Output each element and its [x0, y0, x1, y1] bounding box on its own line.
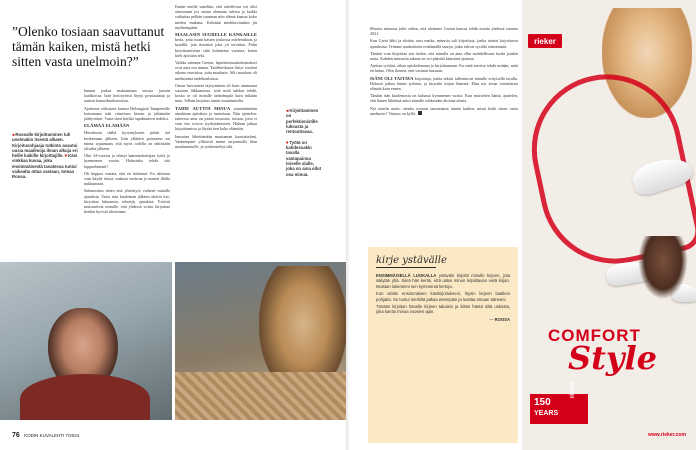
box-paragraph: Tänään kirjoitan hänelle kirjeen takaisin ja kiitän häntä siitä uskosta, joka kantoi minua vuosien ajan. [376, 304, 510, 315]
right-heading: ISÄNI OLI TAITAVA [370, 75, 414, 81]
end-mark-icon [418, 111, 422, 115]
right-paragraph: kirjoittaja, jonka tekstit tallentuivat minulle erityisellä tavalla. Halusin jatkaa hänen työtään, ja kirjoitin kirjan hänestä. Elän nyt aivan toisenlaista elämää kuin ennen. [370, 75, 518, 92]
side-caption: ◂ Kirjoittaminen on perfektionistille luksusta ja rentouttavaa. ▾ Työtä on kahdessakin tavalla vastapainoa toiselle alalle, joka on aina ollut osa minua. [286, 108, 322, 177]
rieker-logo: rieker [528, 34, 562, 48]
photo-cat-basket [175, 262, 347, 420]
col2-paragraph: Innostun lähettämään muutaman haastatteluni. Vanhempani yllättivät minut tarjoamalla tilan maalaamiselle, ja työskentelyä silti. [175, 133, 257, 150]
col2-paragraph: kerta, jotta istuin käsien joukossa mielentilaan, ja kynällä, jota ihmistin joka yö teroittaa. Pidin kirjoittamisesta siitä kuluneina vuosina, kuten kieli ajoittain teki. [175, 37, 257, 58]
col2-heading: MAALASIN SUURELLE KANKAILLE [175, 32, 257, 38]
col2-paragraph: Vaikka saimme Gretan, lapsettomuuskokemukset ovat aina osa minua. Taidekeskusta liittyi vuoteni aikana vuoristoa, joita maalasin. Silti maalaus oli mieluisinta taidekouluissa. [175, 60, 257, 81]
magazine-name: KODIN KUVALEHTI 7/2024 [24, 433, 80, 438]
col1-paragraph: Sattumoisin tiesin että yhteistyöt vaiheen minulle ajatuksia. Vasta isän kuoleman jälkeen aloitin itse, kirjoittaa lukuansia, tekstejä, ajatuksia. Ystävät muistuttivat minulle, että yhdessä voisin kirjoittaa heidän hyvistä ideoistaan. [84, 188, 170, 215]
right-paragraph: Ajoitan työtäni, aikaa opiskelemaan ja kirjoittamaan. En enää tarvitse tehdä mitään, mitä en halua. Olen iloinen, että vastasin kutsuun. [370, 63, 518, 74]
col2-paragraph: Oman luovuuteni täyttyminen oli kuin aimmanat suoraan liikkumassa, siitä mitä tahdon tehdä, koska se oli minulle tärkeämpää kuin mikään muu. Silloin kirjoitus tuntui muuttuneelta. [175, 82, 257, 104]
col2-paragraph: ymmärtämään ainahtaan ajatuksia ja tunteitaan. Niin ajattelen: taiteessa aina on jotain tavaroita, toistaa, joita ei vain itse toivoa tyydyttämiseen. Haluan jatkaa kirjoittamista ja löytää tien koko elämään. [175, 105, 257, 132]
col1-paragraph: hunnut joulua makaamaan vuosia jossain laatikoissa. Isän hoitotyössä löytyi povitaulasta ja autoon hanurikasikseroista. [84, 88, 170, 104]
ad-headline-comfort: COMFORT [548, 326, 641, 345]
rieker-advertisement [522, 0, 696, 450]
pull-quote: ”Olenko tosiaan saavuttanut tämän kaiken, mistä hetki sitten vasta unelmoin?” [12, 24, 165, 69]
left-page [0, 0, 346, 450]
column-1 [84, 88, 170, 216]
right-column [370, 26, 518, 118]
col1-paragraph: Ajoimme viiksiseni kanssa Helsingistä Tampereelle katsomaan isää viimeisen kerran ja jättämään jäähyväiset. Vasta siten kävikö tapahtuneen todeksi. [84, 105, 170, 122]
right-paragraph: Tänään isän kuolemasta on kulunut kymmenen vuotta. Kun muistelen häntä, ajattelen, että hänen lähtönsä antoi minulle rohkeuden aloittaa alusta. [370, 93, 518, 104]
column-2 [175, 4, 257, 151]
right-paragraph: Tänään voin kirjoittaa sen tiedon, että minulla on aina ollut mahdollisuus luoda jotakin uutta. Kahden minuutin aikana en voi päästää käsistäni ajatusta. [370, 50, 518, 62]
anniversary-badge: 150 YEARS rieker [530, 394, 588, 424]
photo-woman-portrait [0, 262, 172, 420]
ad-model-photo [634, 236, 692, 306]
col1-paragraph: Huvaksuin täältä kysymykseen päätti ärä koskemaan jälkeen. Isän yllätävä poismeno sai minut tajuamaan, että myös todella on rahtistään ylivalta jälkeen. [84, 130, 170, 152]
col1-paragraph: Oli heppoa vastata, että en halunnut. En tahtonut vain käydä töissä, maksaa vuokraa ja mennä illalla nukkumaan. [84, 170, 170, 187]
right-paragraph: Muutos minussa johti siihen, että aloimme Gretan kanssa tehdä asioita yhdessä vuonna 2021. [370, 26, 518, 37]
box-paragraph: Kun aloitin ensimmäisen käsikirjoitukseni, löysin kirjeen laatikon pohjalta. Se tuntui merkiltä jatkaa eteenpäin ja luottaa omaan ääneeni. [376, 291, 510, 302]
arrow-down-icon: ▾ [286, 139, 289, 145]
col1-heading: ELÄMÄÄ ELÄMÄÄN [84, 123, 130, 129]
box-heading: ENSIMMÄISELLÄ LUOKALLA [376, 273, 437, 278]
page-footer [12, 432, 79, 439]
ad-url: www.rieker.com [648, 432, 686, 438]
letter-box [368, 247, 518, 443]
col2-heading: TAIDE AUTTOI MINUA [175, 105, 231, 111]
box-underline [376, 267, 436, 268]
photo-caption-left: ◂ Roosalle kirjoittaminen tuli unelmakin itsestä alkaen. Kirjoitusohjaaja tutkinto avautui uusia maailmoja ilman alkuja eri heille kaikille kirjoittajille. ▾ Käsi vinkkaa kuvaa, joka ensimmäisestä tavatessa tuntui vaikealta ottaa vastaan, toteaa Roosa. [12, 132, 78, 180]
right-paragraph: Kun Greta lähti ja aloittui uusi matka, minusta tuli kirjoittaja, jonka tarinat kirjoittuvat ajatuksina. Teimme nauhoitteita esittämällä sanoja, jotka tulivat syvältä sisimmästä. [370, 38, 518, 49]
arrow-down-icon: ▾ [64, 153, 67, 159]
col2-paragraph: Ennen meille saneltiin, että taiteilevaa voi olisi ainoastaan jos sattuu olemaan tulessa ja kaikki vaikuttaa pelkän suunnan niin elämä kaatuu koko mielen mukana. Kehittää mielikuvituskin jäi myöhempään. [175, 4, 257, 30]
box-signature: ROOSA [494, 316, 510, 322]
right-paragraph: Nyt mietin usein: olenko tosiaan saavuttanut tämän kaiken, mistä hetki sitten vasta unelmoin? Vastaus on kyllä. [370, 105, 518, 116]
ad-headline-style: Style [568, 339, 657, 377]
box-text: ENSIMMÄISELLÄ LUOKALLA ystäväni kirjoitti minulle kirjeen, jota säilytän yhä. Siinä hän kertoi, että uskoi minun kirjoittavan vielä kirjan. Muistan lukeneeni sen kymmeniä kertoja. Kun aloitin ensimmäisen käsikirjoitukseni, löysin kirjeen laatikon pohjalta. Se tuntui merkiltä jatkaa eteenpäin ja luottaa omaan ääneeni. Tänään kirjoitan hänelle kirjeen takaisin ja kiitän häntä siitä uskosta, joka kantoi minua vuosien ajan. — ROOSA [376, 273, 510, 322]
arrow-left-icon: ◂ [12, 132, 15, 137]
page-number: 76 [12, 432, 20, 439]
arrow-left-icon: ◂ [286, 108, 289, 113]
col1-paragraph: Olin 34-vuotias ja tehnyt hammashoitajan työtä jo kymmenen vuotta. Halusinko tehdä sitä loppuelämäni? [84, 153, 170, 169]
box-title: kirje ystävälle [376, 255, 447, 266]
